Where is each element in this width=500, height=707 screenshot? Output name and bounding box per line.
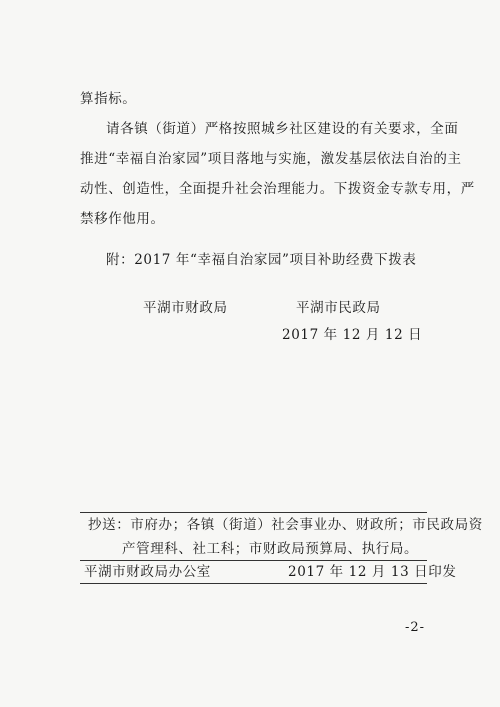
attachment-line: 附：2017 年“幸福自治家园”项目补助经费下拨表	[106, 252, 417, 268]
divider	[80, 512, 427, 513]
body-text-line: 算指标。	[80, 91, 137, 107]
copy-to-line: 抄送：市府办；各镇（街道）社会事业办、财政所；市民政局资	[88, 517, 483, 533]
signature-org-civil-affairs: 平湖市民政局	[296, 300, 381, 316]
signature-org-finance: 平湖市财政局	[143, 300, 228, 316]
divider	[80, 583, 427, 584]
footer-print-date: 2017 年 12 月 13 日印发	[288, 564, 457, 580]
signature-date: 2017 年 12 月 12 日	[282, 327, 423, 343]
body-text-line: 请各镇（街道）严格按照城乡社区建设的有关要求，全面	[106, 121, 459, 137]
page-number: -2-	[405, 620, 426, 635]
body-text-line: 推进“幸福自治家园”项目落地与实施，激发基层依法自治的主	[80, 151, 462, 167]
copy-to-line: 产管理科、社工科；市财政局预算局、执行局。	[122, 541, 419, 557]
divider	[80, 560, 427, 561]
footer-issuer: 平湖市财政局办公室	[84, 564, 211, 580]
body-text-line: 动性、创造性，全面提升社会治理能力。下拨资金专款专用，严	[80, 181, 475, 197]
body-text-line: 禁移作他用。	[80, 211, 165, 227]
